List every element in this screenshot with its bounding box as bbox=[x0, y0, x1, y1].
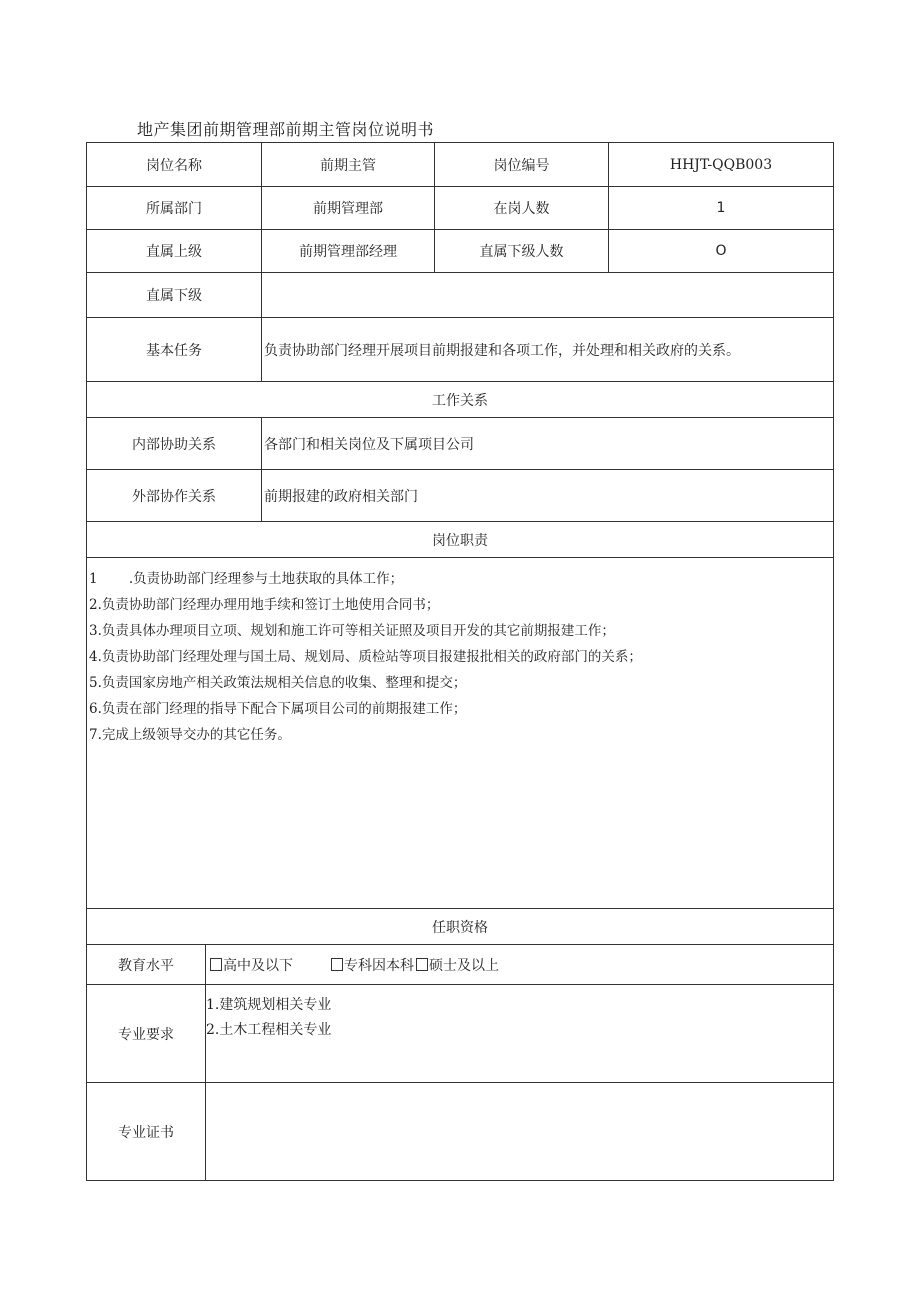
major-list bbox=[205, 985, 833, 1082]
duties-list bbox=[89, 566, 642, 748]
subordinate-count-value: O bbox=[608, 230, 833, 272]
row-position bbox=[87, 143, 833, 187]
row-department bbox=[87, 187, 833, 230]
duty-item: 6.负责在部门经理的指导下配合下属项目公司的前期报建工作； bbox=[89, 701, 467, 717]
section-work-relations bbox=[87, 382, 833, 418]
internal-relations-label: 内部协助关系 bbox=[132, 436, 216, 453]
education-options bbox=[205, 945, 833, 984]
superior-value: 前期管理部经理 bbox=[261, 230, 434, 272]
document-title: 地产集团前期管理部前期主管岗位说明书 bbox=[137, 120, 435, 139]
external-relations-label: 外部协作关系 bbox=[132, 488, 216, 505]
superior-label: 直属上级 bbox=[146, 244, 202, 260]
certificate-label: 专业证书 bbox=[118, 1124, 174, 1141]
department-label: 所属部门 bbox=[146, 201, 202, 217]
position-name-label: 岗位名称 bbox=[146, 157, 202, 174]
checkbox-icon[interactable] bbox=[416, 958, 428, 971]
duty-item: 1 .负责协助部门经理参与土地获取的具体工作； bbox=[89, 571, 404, 587]
duty-item: 2.负责协助部门经理办理用地手续和签订土地使用合同书； bbox=[89, 597, 440, 613]
education-option: 高中及以下 bbox=[223, 957, 293, 974]
education-option: 硕士及以上 bbox=[429, 957, 499, 974]
headcount-value: 1 bbox=[608, 187, 833, 229]
duty-item: 7.完成上级领导交办的其它任务。 bbox=[89, 727, 291, 743]
position-code-label: 岗位编号 bbox=[434, 143, 608, 186]
row-certificate bbox=[87, 1083, 833, 1180]
row-superior bbox=[87, 230, 833, 273]
duty-item: 5.负责国家房地产相关政策法规相关信息的收集、整理和提交； bbox=[89, 675, 467, 691]
subordinate-value bbox=[261, 273, 833, 317]
duties-title: 岗位职责 bbox=[432, 532, 488, 549]
checkbox-icon[interactable] bbox=[331, 958, 343, 971]
major-item: 1.建筑规划相关专业 bbox=[206, 997, 332, 1013]
external-relations-value: 前期报建的政府相关部门 bbox=[261, 470, 833, 521]
row-internal-relations bbox=[87, 418, 833, 470]
duties-content bbox=[87, 558, 833, 909]
education-label: 教育水平 bbox=[118, 957, 174, 974]
work-relations-title: 工作关系 bbox=[432, 392, 488, 409]
row-education bbox=[87, 945, 833, 985]
duty-item: 4.负责协助部门经理处理与国土局、规划局、质检站等项目报建报批相关的政府部门的关系； bbox=[89, 649, 642, 665]
department-value: 前期管理部 bbox=[261, 187, 434, 229]
row-external-relations bbox=[87, 470, 833, 522]
education-option: 专科因本科 bbox=[344, 957, 414, 974]
section-duties bbox=[87, 522, 833, 558]
basic-task-label: 基本任务 bbox=[146, 342, 202, 359]
headcount-label: 在岗人数 bbox=[434, 187, 608, 229]
row-major bbox=[87, 985, 833, 1083]
major-label: 专业要求 bbox=[118, 1026, 174, 1043]
basic-task-value: 负责协助部门经理开展项目前期报建和各项工作，并处理和相关政府的关系。 bbox=[261, 318, 833, 381]
section-qualifications bbox=[87, 909, 833, 945]
position-code-value: HHJT-QQB003 bbox=[608, 143, 833, 186]
position-name-value: 前期主管 bbox=[261, 143, 434, 186]
subordinate-count-label: 直属下级人数 bbox=[434, 230, 608, 272]
qualifications-title: 任职资格 bbox=[432, 919, 488, 936]
internal-relations-value: 各部门和相关岗位及下属项目公司 bbox=[261, 418, 833, 469]
checkbox-icon[interactable] bbox=[210, 958, 222, 971]
row-subordinate bbox=[87, 273, 833, 318]
major-item: 2.土木工程相关专业 bbox=[206, 1022, 332, 1038]
job-description-table bbox=[86, 142, 834, 1181]
certificate-value bbox=[205, 1083, 833, 1180]
duty-item: 3.负责具体办理项目立项、规划和施工许可等相关证照及项目开发的其它前期报建工作； bbox=[89, 623, 615, 639]
subordinate-label: 直属下级 bbox=[146, 288, 202, 304]
row-basic-task bbox=[87, 318, 833, 382]
